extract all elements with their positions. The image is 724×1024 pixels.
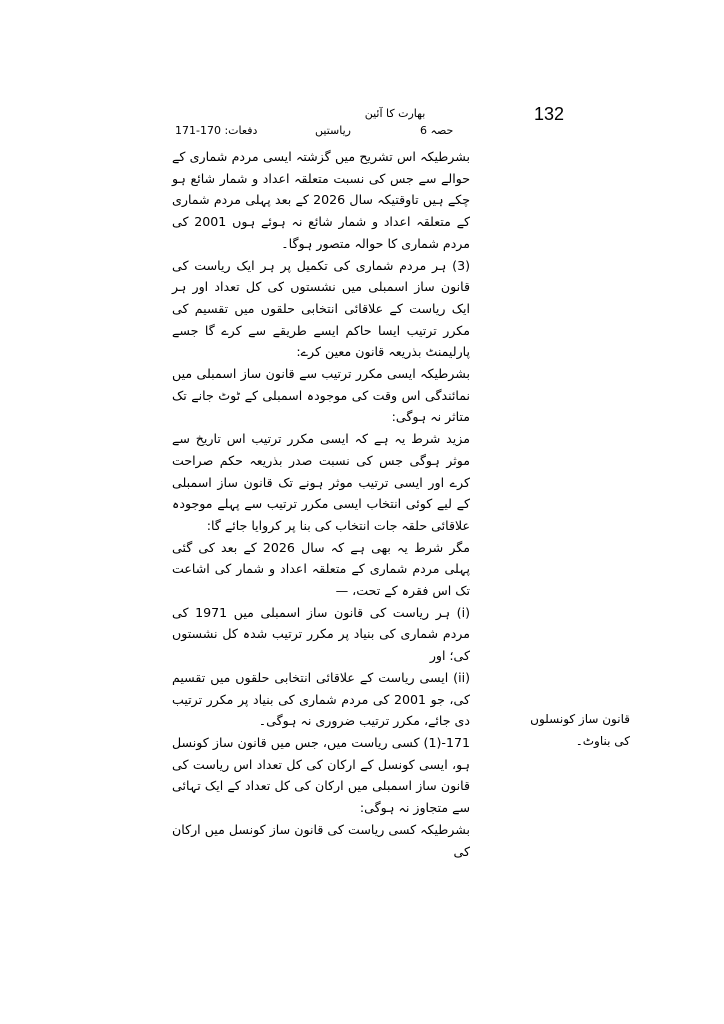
paragraph-further-proviso: مزید شرط یہ ہے کہ ایسی مکرر ترتیب اس تاریخ سے موثر ہوگی جس کی نسبت صدر بذریعہ حکم صراحت کرے اور ایسی ترتیب موثر ہونے تک قانون ساز اسمبلی کے لیے کوئی انتخاب ایسی مکرر ترتیب سے پہلے موجودہ علاقائی حلقہ جات انتخاب کی بنا پر کروایا جائے گا: xyxy=(172,431,470,533)
paragraph-proviso-representation: بشرطیکہ ایسی مکرر ترتیب سے قانون ساز اسمبلی میں نمائندگی اس وقت کی موجودہ اسمبلی کے ٹوٹ جانے تک متاثر نہ ہوگی: xyxy=(172,366,470,425)
paragraph-proviso-census: بشرطیکہ اس تشریح میں گزشتہ ایسی مردم شماری کے حوالے سے جس کی نسبت متعلقہ اعداد و شمار شائع ہو چکے ہیں تاوقتیکہ سال 2026 کے بعد پہلی مردم شماری کے متعلقہ اعداد و شمار شائع نہ ہوئے ہوں 2001 کی مردم شماری کا حوالہ متصور ہوگا۔ xyxy=(172,149,470,251)
running-header xyxy=(175,124,470,140)
page-number: 132 xyxy=(534,104,565,124)
part-label: حصہ 6 xyxy=(420,124,454,137)
articles-label: دفعات: 170-171 xyxy=(175,124,258,137)
book-title: بھارت کا آئین xyxy=(364,107,426,120)
paragraph-proviso-council: بشرطیکہ کسی ریاست کی قانون ساز کونسل میں ارکان کی xyxy=(172,821,470,859)
paragraph-item-ii: (ii) ایسی ریاست کے علاقائی انتخابی حلقوں میں تقسیم کی، جو 2001 کی مردم شماری کی بنیاد پر مکرر ترتیب دی جائے، مکرر ترتیب ضروری نہ ہوگی۔ xyxy=(172,669,470,729)
body-text xyxy=(172,146,470,862)
paragraph-article-171: 171-(1) کسی ریاست میں، جس میں قانون ساز کونسل ہو، ایسی کونسل کے ارکان کی کل تعداد اس ریاست کی قانون ساز اسمبلی میں ارکان کی کل تعداد کے ایک تہائی سے متجاوز نہ ہوگی: xyxy=(172,734,470,816)
margin-note: قانون ساز کونسلوں کی بناوٹ۔ xyxy=(530,712,630,748)
chapter-label: ریاستیں xyxy=(315,124,351,137)
paragraph-item-i: (i) ہر ریاست کی قانون ساز اسمبلی میں 1971 کی مردم شماری کی بنیاد پر مکرر ترتیب شدہ کل نشستوں کی؛ اور xyxy=(172,604,471,664)
paragraph-also-proviso: مگر شرط یہ بھی ہے کہ سال 2026 کے بعد کی گئی پہلی مردم شماری کے متعلقہ اعداد و شمار کی اشاعت تک اس فقرہ کے تحت، — xyxy=(172,539,470,599)
paragraph-clause-3: (3) ہر مردم شماری کی تکمیل پر ہر ایک ریاست کی قانون ساز اسمبلی میں نشستوں کی کل تعداد اور ہر ایک ریاست کے علاقائی انتخابی حلقوں میں تقسیم کی مکرر ترتیب ایسا حاکم ایسے طریقے سے کرے گا جسے پارلیمنٹ بذریعہ قانون معین کرے: xyxy=(172,257,470,360)
